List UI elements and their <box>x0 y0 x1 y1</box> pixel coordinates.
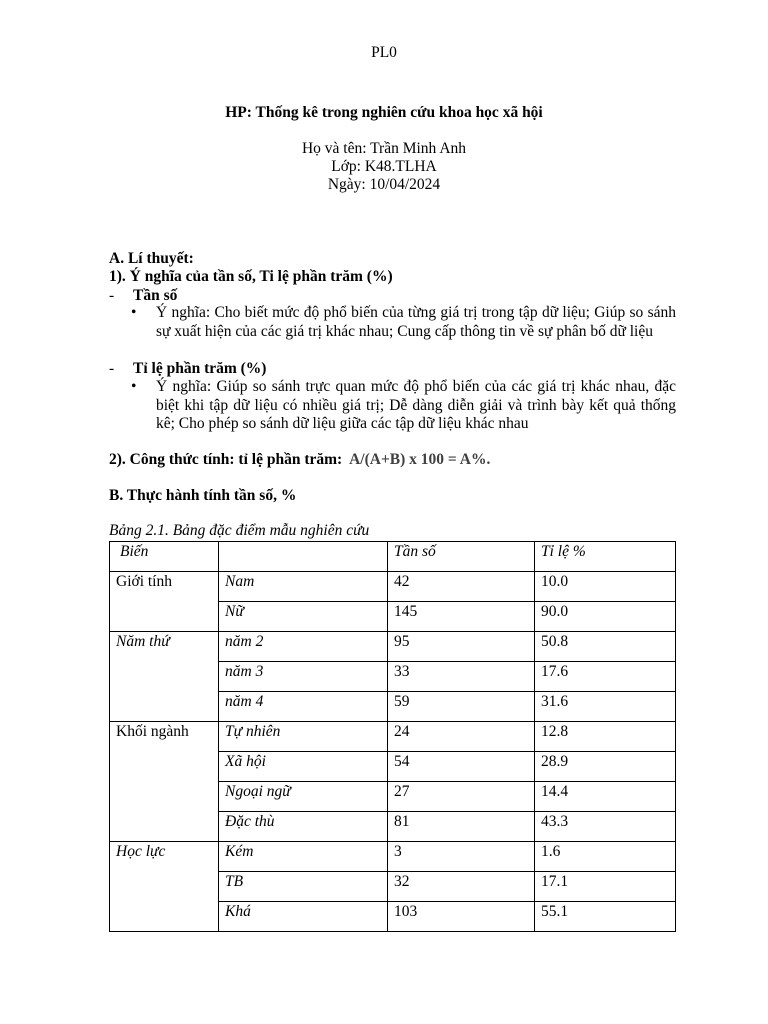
sample-characteristics-table <box>109 541 676 932</box>
bullet-marker: • <box>131 304 137 321</box>
percentage-cell: 43.3 <box>535 812 676 842</box>
frequency-cell: 81 <box>388 812 535 842</box>
student-name: Họ và tên: Trần Minh Anh <box>301 140 467 157</box>
category-cell: Xã hội <box>219 752 388 782</box>
frequency-cell: 95 <box>388 632 535 662</box>
percentage-cell: 17.1 <box>535 872 676 902</box>
percentage-cell: 31.6 <box>535 692 676 722</box>
formula-label: 2). Công thức tính: tỉ lệ phần trăm: <box>109 451 343 468</box>
category-cell: Ngoại ngữ <box>219 782 388 812</box>
page-code: PL0 <box>371 44 397 61</box>
frequency-cell: 103 <box>388 902 535 932</box>
frequency-cell: 54 <box>388 752 535 782</box>
variable-cell: Học lực <box>110 842 219 932</box>
percentage-cell: 90.0 <box>535 602 676 632</box>
bullet-marker: • <box>131 378 137 395</box>
frequency-cell: 24 <box>388 722 535 752</box>
variable-cell: Khối ngành <box>110 722 219 842</box>
variable-cell: Giới tính <box>110 572 219 632</box>
student-class: Lớp: K48.TLHA <box>331 158 437 175</box>
frequency-cell: 59 <box>388 692 535 722</box>
frequency-cell: 27 <box>388 782 535 812</box>
header-cell: Tần số <box>388 542 535 572</box>
table-row <box>110 842 676 872</box>
frequency-cell: 42 <box>388 572 535 602</box>
table-caption: Bảng 2.1. Bảng đặc điểm mẫu nghiên cứu <box>109 522 370 539</box>
header-cell: Biến <box>110 542 219 572</box>
dash-marker: - <box>109 360 115 377</box>
category-cell: Khá <box>219 902 388 932</box>
frequency-cell: 145 <box>388 602 535 632</box>
percentage-cell: 17.6 <box>535 662 676 692</box>
table-row <box>110 572 676 602</box>
header-cell <box>219 542 388 572</box>
variable-cell: Năm thứ <box>110 632 219 722</box>
percentage-cell: 1.6 <box>535 842 676 872</box>
category-cell: năm 2 <box>219 632 388 662</box>
section-b-heading: B. Thực hành tính tần số, % <box>109 487 297 504</box>
table-row <box>110 722 676 752</box>
header-cell: Tỉ lệ % <box>535 542 676 572</box>
item-label-frequency: Tần số <box>133 287 178 304</box>
document-title: HP: Thống kê trong nghiên cứu khoa học xã hội <box>225 104 543 121</box>
item-label-percentage: Tỉ lệ phần trăm (%) <box>133 360 267 377</box>
frequency-cell: 3 <box>388 842 535 872</box>
percentage-cell: 12.8 <box>535 722 676 752</box>
question-2 <box>109 451 490 469</box>
percentage-cell: 10.0 <box>535 572 676 602</box>
frequency-cell: 32 <box>388 872 535 902</box>
category-cell: năm 3 <box>219 662 388 692</box>
formula-text: A/(A+B) x 100 = A%. <box>349 451 491 468</box>
category-cell: năm 4 <box>219 692 388 722</box>
category-cell: TB <box>219 872 388 902</box>
table-header-row <box>110 542 676 572</box>
percentage-cell: 14.4 <box>535 782 676 812</box>
percentage-cell: 28.9 <box>535 752 676 782</box>
dash-marker: - <box>109 287 115 304</box>
report-date: Ngày: 10/04/2024 <box>327 176 441 193</box>
section-a-heading: A. Lí thuyết: <box>109 250 194 267</box>
category-cell: Kém <box>219 842 388 872</box>
percentage-meaning-text: Ý nghĩa: Giúp so sánh trực quan mức độ phổ biến của các giá trị khác nhau, đặc biệt khi tập dữ liệu có nhiều giá trị; Dễ dàng diễn giải và trình bày kết quả thống kê; Cho phép so sánh dữ liệu giữa các tập dữ liệu khác nhau <box>156 378 676 432</box>
question-1: 1). Ý nghĩa của tần số, Ti lệ phần trăm (%) <box>109 268 393 285</box>
percentage-cell: 50.8 <box>535 632 676 662</box>
category-cell: Đặc thù <box>219 812 388 842</box>
frequency-cell: 33 <box>388 662 535 692</box>
category-cell: Tự nhiên <box>219 722 388 752</box>
category-cell: Nam <box>219 572 388 602</box>
table-row <box>110 632 676 662</box>
percentage-cell: 55.1 <box>535 902 676 932</box>
category-cell: Nữ <box>219 602 388 632</box>
frequency-meaning-text: Ý nghĩa: Cho biết mức độ phổ biến của từng giá trị trong tập dữ liệu; Giúp so sánh sự xuất hiện của các giá trị khác nhau; Cung cấp thông tin về sự phân bố dữ liệu <box>156 304 676 340</box>
